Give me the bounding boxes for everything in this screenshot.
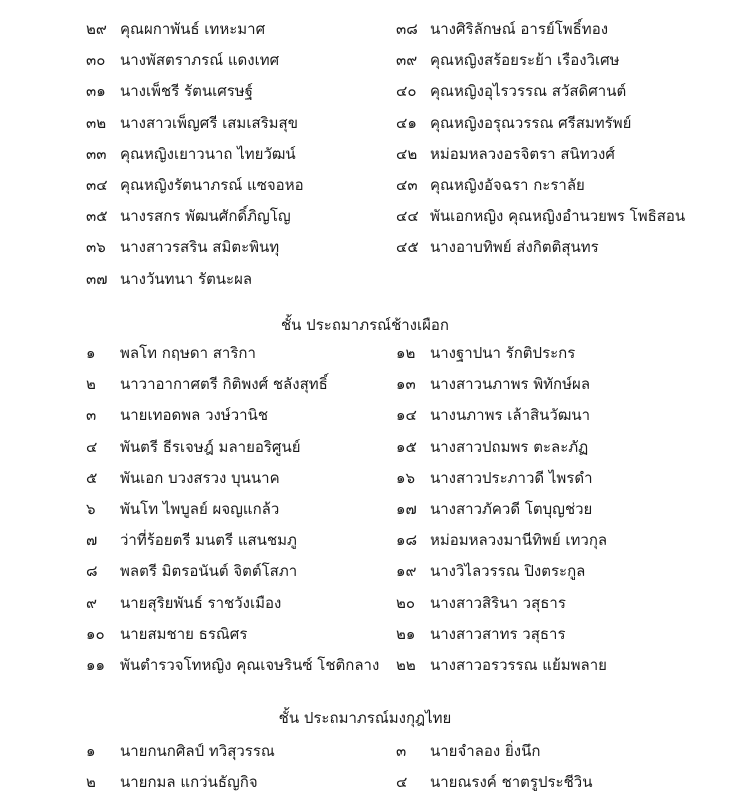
list-item	[396, 525, 716, 556]
item-name: นางสาวรสริน สมิตะพินทุ	[120, 238, 280, 257]
item-number: ๓๗	[86, 269, 108, 288]
list-item	[396, 139, 716, 170]
item-name: นายสมชาย ธรณิศร	[120, 624, 248, 643]
item-name: นางสาวอรวรรณ แย้มพลาย	[430, 655, 607, 674]
list-item	[396, 76, 716, 107]
list-item	[396, 45, 716, 76]
item-name: นายณรงค์ ชาตรูประชีวิน	[430, 773, 593, 792]
item-name: พันเอกหญิง คุณหญิงอำนวยพร โพธิสอน	[430, 207, 686, 226]
list-item	[396, 650, 716, 681]
item-number: ๓๔	[86, 175, 108, 194]
item-number: ๓	[396, 742, 407, 760]
list-item	[86, 525, 386, 556]
item-name: คุณผกาพันธ์ เทหะมาศ	[120, 20, 266, 38]
list-item	[86, 264, 386, 295]
item-name: พันตรี ธีรเจษฎ์ มลายอริศูนย์	[120, 437, 301, 456]
list-item	[396, 201, 716, 232]
list-item	[86, 232, 386, 263]
list-item	[86, 650, 386, 681]
item-number: ๓๐	[86, 51, 106, 70]
list-item	[86, 588, 386, 619]
item-name: นางวิไลวรรณ ปิงตระกูล	[430, 562, 586, 581]
item-name: นางสาวสาทร วสุธาร	[430, 624, 566, 643]
item-name: คุณหญิงอัจฉรา กะราลัย	[430, 175, 585, 194]
left-column	[86, 338, 386, 681]
item-number: ๔	[86, 437, 98, 456]
list-item	[86, 767, 386, 798]
item-number: ๒	[86, 773, 96, 792]
item-number: ๓๖	[86, 238, 106, 257]
left-column	[86, 736, 386, 798]
item-name: พลโท กฤษดา สาริกา	[120, 344, 256, 362]
list-item	[86, 14, 386, 45]
item-number: ๒๙	[86, 20, 107, 38]
list-item	[86, 45, 386, 76]
list-item	[86, 369, 386, 400]
list-item	[396, 400, 716, 431]
item-name: นางนภาพร เล้าสินวัฒนา	[430, 406, 591, 425]
right-column	[396, 338, 716, 681]
item-number: ๓๕	[86, 207, 108, 226]
item-name: นางรสกร พัฒนศักดิ์ภิญโญ	[120, 207, 291, 226]
item-number: ๒	[86, 375, 96, 394]
item-name: พลตรี มิตรอนันต์ จิตต์โสภา	[120, 562, 298, 581]
item-name: นาวาอากาศตรี กิติพงศ์ ชลังสุทธิ์	[120, 375, 328, 394]
item-name: นางสาวนภาพร พิทักษ์ผล	[430, 375, 591, 394]
item-name: นางสาวประภาวดี ไพรดำ	[430, 468, 593, 487]
list-item	[396, 767, 716, 798]
item-number: ๔๕	[396, 238, 419, 257]
item-number: ๓๙	[396, 51, 418, 70]
item-name: นางศิริลักษณ์ อารย์โพธิ์ทอง	[430, 20, 609, 38]
item-number: ๔๓	[396, 175, 418, 194]
list-item	[86, 201, 386, 232]
right-column	[396, 736, 716, 798]
list-item	[396, 369, 716, 400]
item-name: พันตำรวจโทหญิง คุณเจษรินซ์ โชติกลาง	[120, 655, 380, 674]
list-item	[86, 76, 386, 107]
item-name: นางพัสตราภรณ์ แดงเทศ	[120, 51, 280, 70]
item-name: นางเพ็ชรี รัตนเศรษฐ์	[120, 82, 253, 101]
item-number: ๙	[86, 593, 97, 612]
right-column	[396, 14, 716, 264]
list-item	[86, 139, 386, 170]
item-number: ๓๓	[86, 144, 107, 163]
item-name: นายสุริยพันธ์ ราชวังเมือง	[120, 593, 282, 612]
item-number: ๔	[396, 773, 408, 792]
list-item	[396, 619, 716, 650]
list-item	[396, 108, 716, 139]
list-item	[396, 232, 716, 263]
item-name: นางฐาปนา รักติประกร	[430, 344, 576, 362]
item-name: นายเทอดพล วงษ์วานิช	[120, 406, 268, 425]
item-name: ว่าที่ร้อยตรี มนตรี แสนชมภู	[120, 531, 297, 550]
item-number: ๓๒	[86, 113, 107, 132]
list-item	[86, 170, 386, 201]
item-number: ๔๔	[396, 207, 419, 226]
item-number: ๑๔	[396, 406, 417, 425]
item-name: นางวันทนา รัตนะผล	[120, 269, 253, 288]
item-name: นางอาบทิพย์ ส่งกิตติสุนทร	[430, 238, 599, 257]
item-number: ๑๖	[396, 468, 416, 487]
item-name: นายกนกศิลป์ ทวิสุวรรณ	[120, 742, 275, 760]
list-item	[396, 338, 716, 369]
item-number: ๒๑	[396, 624, 416, 643]
item-number: ๓	[86, 406, 97, 425]
item-name: หม่อมหลวงอรจิตรา สนิทวงศ์	[430, 144, 615, 163]
item-number: ๖	[86, 499, 96, 518]
section-heading-crown-of-thailand: ชั้น ประถมาภรณ์มงกุฎไทย	[278, 709, 452, 727]
item-name: นางสาวสิรินา วสุธาร	[430, 593, 566, 612]
list-item	[86, 619, 386, 650]
item-number: ๑๑	[86, 655, 106, 674]
item-number: ๓๘	[396, 20, 418, 38]
item-name: หม่อมหลวงมานีทิพย์ เทวกุล	[430, 531, 608, 550]
item-name: นางสาวเพ็ญศรี เสมเสริมสุข	[120, 113, 298, 132]
item-name: นางสาวปถมพร ตะละภัฏ	[430, 437, 589, 456]
item-number: ๑๒	[396, 344, 416, 362]
list-item	[86, 432, 386, 463]
item-number: ๑๐	[86, 624, 105, 643]
item-name: คุณหญิงเยาวนาถ ไทยวัฒน์	[120, 144, 296, 163]
item-number: ๑	[86, 742, 96, 760]
list-item	[396, 494, 716, 525]
list-item	[86, 736, 386, 767]
list-item	[86, 400, 386, 431]
list-item	[86, 463, 386, 494]
item-number: ๑๙	[396, 562, 417, 581]
item-name: นายกมล แกว่นธัญกิจ	[120, 773, 258, 792]
item-name: พันเอก บวงสรวง บุนนาค	[120, 468, 280, 487]
item-name: นายจำลอง ยิ่งนึก	[430, 742, 541, 760]
list-item	[396, 14, 716, 45]
left-column	[86, 14, 386, 295]
list-item	[86, 338, 386, 369]
item-number: ๑๓	[396, 375, 416, 394]
item-number: ๑๗	[396, 499, 417, 518]
item-number: ๒๒	[396, 655, 416, 674]
item-number: ๔๑	[396, 113, 417, 132]
item-name: คุณหญิงอรุณวรรณ ศรีสมทรัพย์	[430, 113, 632, 132]
item-name: คุณหญิงอุไรวรรณ สวัสดิศานต์	[430, 82, 627, 101]
item-number: ๕	[86, 468, 98, 487]
item-name: คุณหญิงรัตนาภรณ์ แซจอหอ	[120, 175, 304, 194]
item-number: ๑	[86, 344, 96, 362]
list-item	[86, 108, 386, 139]
item-number: ๘	[86, 562, 98, 581]
item-number: ๗	[86, 531, 98, 550]
list-item	[86, 494, 386, 525]
item-number: ๔๒	[396, 144, 418, 163]
item-number: ๒๐	[396, 593, 416, 612]
item-number: ๓๑	[86, 82, 106, 101]
item-name: นางสาวภัควดี โตบุญช่วย	[430, 499, 593, 518]
list-item	[396, 463, 716, 494]
list-item	[396, 170, 716, 201]
item-name: คุณหญิงสร้อยระย้า เรืองวิเศษ	[430, 51, 620, 70]
section-heading-white-elephant: ชั้น ประถมาภรณ์ช้างเผือก	[280, 316, 450, 334]
item-number: ๑๕	[396, 437, 417, 456]
item-name: พันโท ไพบูลย์ ผจญแกล้ว	[120, 499, 280, 518]
item-number: ๔๐	[396, 82, 417, 101]
list-item	[396, 556, 716, 587]
list-item	[396, 736, 716, 767]
list-item	[396, 432, 716, 463]
list-item	[86, 556, 386, 587]
list-item	[396, 588, 716, 619]
item-number: ๑๘	[396, 531, 418, 550]
